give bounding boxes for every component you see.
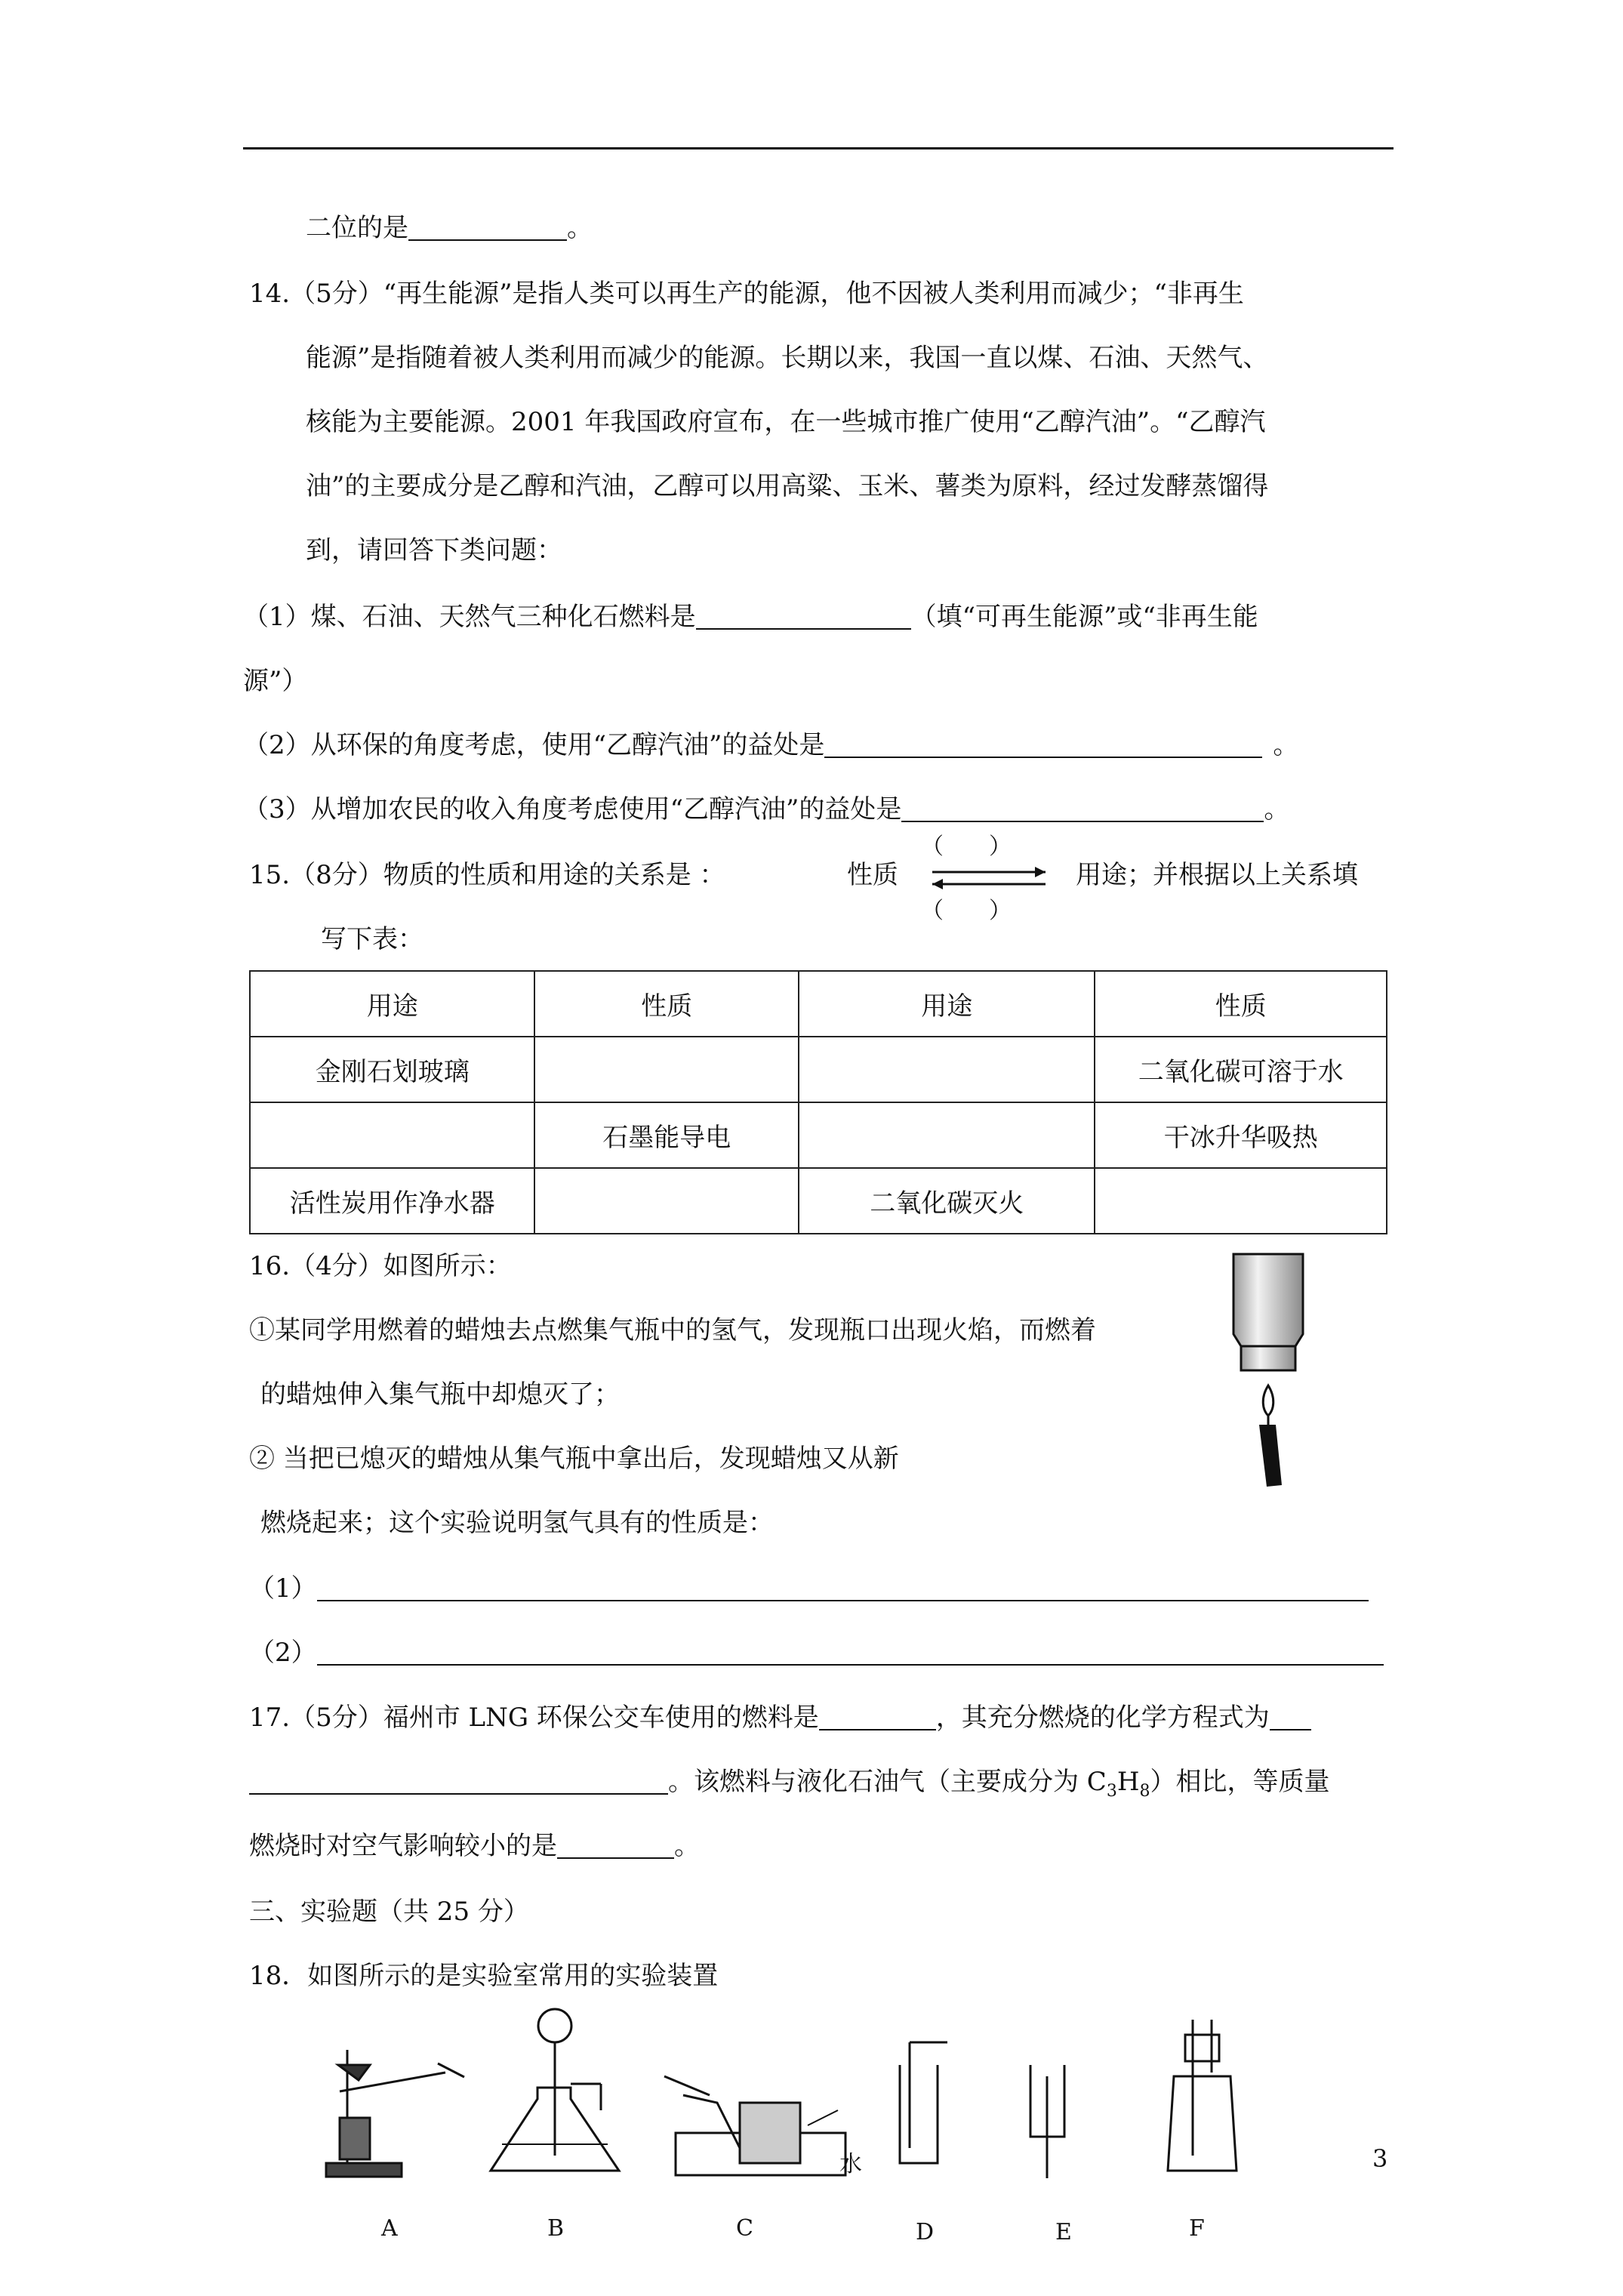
answer-blank[interactable] bbox=[696, 603, 911, 630]
answer-blank[interactable] bbox=[1270, 1703, 1311, 1730]
q16-line-3: ② 当把已熄灭的蜡烛从集气瓶中拿出后，发现蜡烛又从新 bbox=[249, 1444, 899, 1474]
table-cell: 二氧化碳可溶于水 bbox=[1095, 1037, 1387, 1102]
answer-blank[interactable] bbox=[557, 1832, 674, 1859]
table-cell: 二氧化碳灭火 bbox=[799, 1168, 1095, 1234]
table-cell-blank[interactable] bbox=[534, 1037, 799, 1102]
q15-paren-top: （ ） bbox=[921, 834, 1012, 860]
apparatus-c-icon bbox=[664, 2076, 845, 2175]
table-header: 用途 bbox=[250, 971, 534, 1037]
apparatus-label-f: F bbox=[1189, 2215, 1205, 2242]
apparatus-e-icon bbox=[1030, 2065, 1064, 2178]
answer-blank[interactable] bbox=[824, 731, 1262, 758]
table-cell: 金刚石划玻璃 bbox=[250, 1037, 534, 1102]
answer-blank[interactable] bbox=[819, 1703, 936, 1730]
q14-line-5: 到，请回答下类问题： bbox=[306, 535, 562, 566]
table-header: 用途 bbox=[799, 971, 1095, 1037]
properties-table bbox=[249, 970, 1387, 1234]
q17-line-1: 17.（5分）福州市 LNG 环保公交车使用的燃料是 ，其充分燃烧的化学方程式为 bbox=[249, 1701, 1311, 1734]
apparatus-label-b: B bbox=[547, 2215, 565, 2242]
apparatus-label-c: C bbox=[736, 2215, 753, 2242]
q15-intro: 15.（8分）物质的性质和用途的关系是 ： bbox=[249, 860, 725, 890]
table-cell: 活性炭用作净水器 bbox=[250, 1168, 534, 1234]
section-3-title: 三、实验题（共 25 分） bbox=[249, 1897, 529, 1927]
answer-blank[interactable] bbox=[408, 214, 567, 241]
q14-sub3: （3）从增加农民的收入角度考虑使用“乙醇汽油”的益处是 。 bbox=[243, 794, 1290, 824]
apparatus-f-icon bbox=[1168, 2020, 1236, 2171]
q16-title: 16.（4分）如图所示： bbox=[249, 1251, 512, 1281]
q16-line-4: 燃烧起来；这个实验说明氢气具有的性质是： bbox=[260, 1508, 774, 1538]
q14-line-3: 核能为主要能源。2001 年我国政府宣布，在一些城市推广使用“乙醇汽油”。“乙醇汽 bbox=[306, 407, 1266, 437]
table-cell-blank[interactable] bbox=[1095, 1168, 1387, 1234]
apparatus-b-icon bbox=[491, 2009, 619, 2171]
q16-answer-2: （2） bbox=[249, 1636, 1384, 1669]
table-row bbox=[250, 1037, 1387, 1102]
q17-line-2: 。该燃料与液化石油气（主要成分为 $C_3H_8$）相比，等质量 bbox=[249, 1765, 1329, 1808]
table-cell-blank[interactable] bbox=[250, 1102, 534, 1168]
table-cell-blank[interactable] bbox=[534, 1168, 799, 1234]
table-header-row bbox=[250, 971, 1387, 1037]
gas-bottle-candle-figure bbox=[1223, 1250, 1313, 1491]
q13-tail: 二位的是 。 bbox=[306, 213, 593, 243]
q15-paren-bottom: （ ） bbox=[921, 898, 1012, 924]
apparatus-a-icon bbox=[326, 2050, 464, 2177]
table-row bbox=[250, 1168, 1387, 1234]
q14-line-4: 油”的主要成分是乙醇和汽油，乙醇可以用高粱、玉米、薯类为原料，经过发酵蒸馏得 bbox=[306, 471, 1269, 501]
apparatus-label-a: A bbox=[381, 2215, 398, 2242]
q15-left-word: 性质 bbox=[847, 860, 898, 890]
table-cell-blank[interactable] bbox=[799, 1102, 1095, 1168]
lab-apparatus-figure bbox=[317, 2005, 1313, 2224]
apparatus-d-icon bbox=[900, 2042, 947, 2163]
answer-blank[interactable] bbox=[317, 1638, 1384, 1666]
apparatus-label-e: E bbox=[1055, 2219, 1072, 2245]
table-row bbox=[250, 1102, 1387, 1168]
answer-blank[interactable] bbox=[317, 1574, 1369, 1601]
table-cell: 干冰升华吸热 bbox=[1095, 1102, 1387, 1168]
page-number: 3 bbox=[1372, 2144, 1388, 2173]
double-arrow-icon bbox=[925, 863, 1053, 893]
q17-line-3: 燃烧时对空气影响较小的是 。 bbox=[249, 1831, 700, 1861]
q14-sub2: （2）从环保的角度考虑，使用“乙醇汽油”的益处是 。 bbox=[243, 730, 1299, 760]
q14-line-1: 14.（5分）“再生能源”是指人类可以再生产的能源，他不因被人类利用而减少；“非再生 bbox=[249, 279, 1244, 309]
table-header: 性质 bbox=[1095, 971, 1387, 1037]
q14-line-2: 能源”是指随着被人类利用而减少的能源。长期以来，我国一直以煤、石油、天然气、 bbox=[306, 343, 1269, 373]
apparatus-label-d: D bbox=[916, 2219, 935, 2245]
water-label: 水 bbox=[839, 2151, 862, 2177]
header-rule bbox=[243, 147, 1394, 149]
table-cell-blank[interactable] bbox=[799, 1037, 1095, 1102]
q18-title: 18．如图所示的是实验室常用的实验装置 bbox=[249, 1961, 719, 1991]
answer-blank[interactable] bbox=[901, 795, 1264, 822]
q16-line-1: ①某同学用燃着的蜡烛去点燃集气瓶中的氢气，发现瓶口出现火焰，而燃着 bbox=[249, 1315, 1096, 1345]
q14-sub1-cont: 源”） bbox=[243, 666, 308, 696]
q16-line-2: 的蜡烛伸入集气瓶中却熄灭了； bbox=[260, 1379, 620, 1410]
answer-blank[interactable] bbox=[249, 1767, 668, 1795]
table-cell: 石墨能导电 bbox=[534, 1102, 799, 1168]
q14-sub1: （1）煤、石油、天然气三种化石燃料是 （填“可再生能源”或“非再生能 bbox=[243, 602, 1258, 632]
q15-right-word: 用途；并根据以上关系填 bbox=[1076, 860, 1358, 890]
table-header: 性质 bbox=[534, 971, 799, 1037]
q16-answer-1: （1） bbox=[249, 1572, 1369, 1605]
q15-line-2: 写下表： bbox=[321, 924, 423, 954]
